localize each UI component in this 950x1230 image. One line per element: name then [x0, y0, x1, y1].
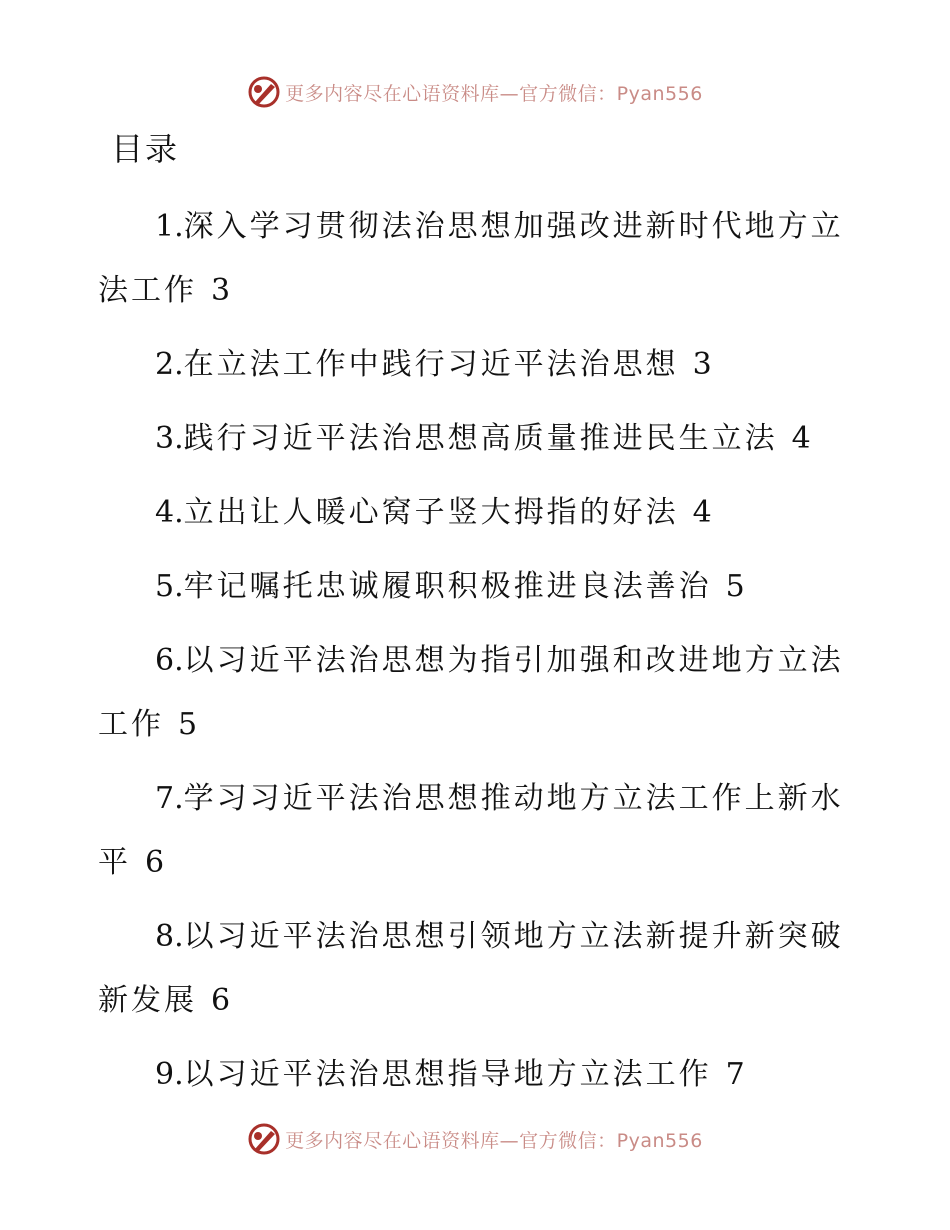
toc-item[interactable] — [98, 555, 858, 619]
toc-item[interactable] — [98, 407, 858, 471]
toc-item-number: 2. — [155, 347, 184, 382]
toc-item-number: 5. — [155, 569, 184, 604]
toc-item-text: 以习近平法治思想为指引加强和改进地方立法工作 — [98, 643, 844, 742]
footer-banner-text: 更多内容尽在心语资料库—官方微信：Pyan556 — [285, 1129, 703, 1152]
toc-item[interactable] — [98, 905, 858, 1033]
toc-list — [98, 195, 858, 1117]
toc-item-text: 深入学习贯彻法治思想加强改进新时代地方立法工作 — [98, 209, 844, 308]
header-banner-text: 更多内容尽在心语资料库—官方微信：Pyan556 — [285, 82, 703, 105]
toc-item-number: 8. — [155, 919, 184, 954]
toc-item-number: 3. — [155, 421, 184, 456]
toc-item[interactable] — [98, 481, 858, 545]
toc-item[interactable] — [98, 767, 858, 895]
toc-item-page: 5 — [725, 569, 748, 604]
toc-item-text: 牢记嘱托忠诚履职积极推进良法善治 — [183, 569, 712, 604]
toc-item-page: 4 — [791, 421, 814, 456]
toc-item-text: 以习近平法治思想指导地方立法工作 — [183, 1057, 712, 1092]
toc-item-text: 学习习近平法治思想推动地方立法工作上新水平 — [98, 781, 844, 880]
toc-item-page: 5 — [178, 707, 201, 742]
pen-circle-logo-icon — [247, 75, 281, 109]
toc-item-page: 3 — [211, 273, 234, 308]
toc-item-page: 7 — [725, 1057, 748, 1092]
footer-banner — [0, 1117, 950, 1161]
header-banner — [0, 70, 950, 114]
toc-item[interactable] — [98, 1043, 858, 1107]
toc-item-text: 践行习近平法治思想高质量推进民生立法 — [183, 421, 778, 456]
toc-item-text: 立出让人暖心窝子竖大拇指的好法 — [183, 495, 679, 530]
toc-item-page: 6 — [145, 845, 168, 880]
pen-circle-logo-icon — [247, 1122, 281, 1156]
toc-item-number: 4. — [155, 495, 184, 530]
toc-item-number: 6. — [155, 643, 184, 678]
toc-title: 目录 — [111, 130, 180, 168]
toc-item-text: 以习近平法治思想引领地方立法新提升新突破新发展 — [98, 919, 844, 1018]
toc-item[interactable] — [98, 629, 858, 757]
toc-item-page: 6 — [211, 983, 234, 1018]
toc-item-page: 4 — [692, 495, 715, 530]
toc-item-text: 在立法工作中践行习近平法治思想 — [183, 347, 679, 382]
toc-item-number: 1. — [155, 209, 184, 244]
toc-item-page: 3 — [692, 347, 715, 382]
toc-item-number: 7. — [155, 781, 184, 816]
toc-item[interactable] — [98, 195, 858, 323]
toc-item-number: 9. — [155, 1057, 184, 1092]
toc-item[interactable] — [98, 333, 858, 397]
